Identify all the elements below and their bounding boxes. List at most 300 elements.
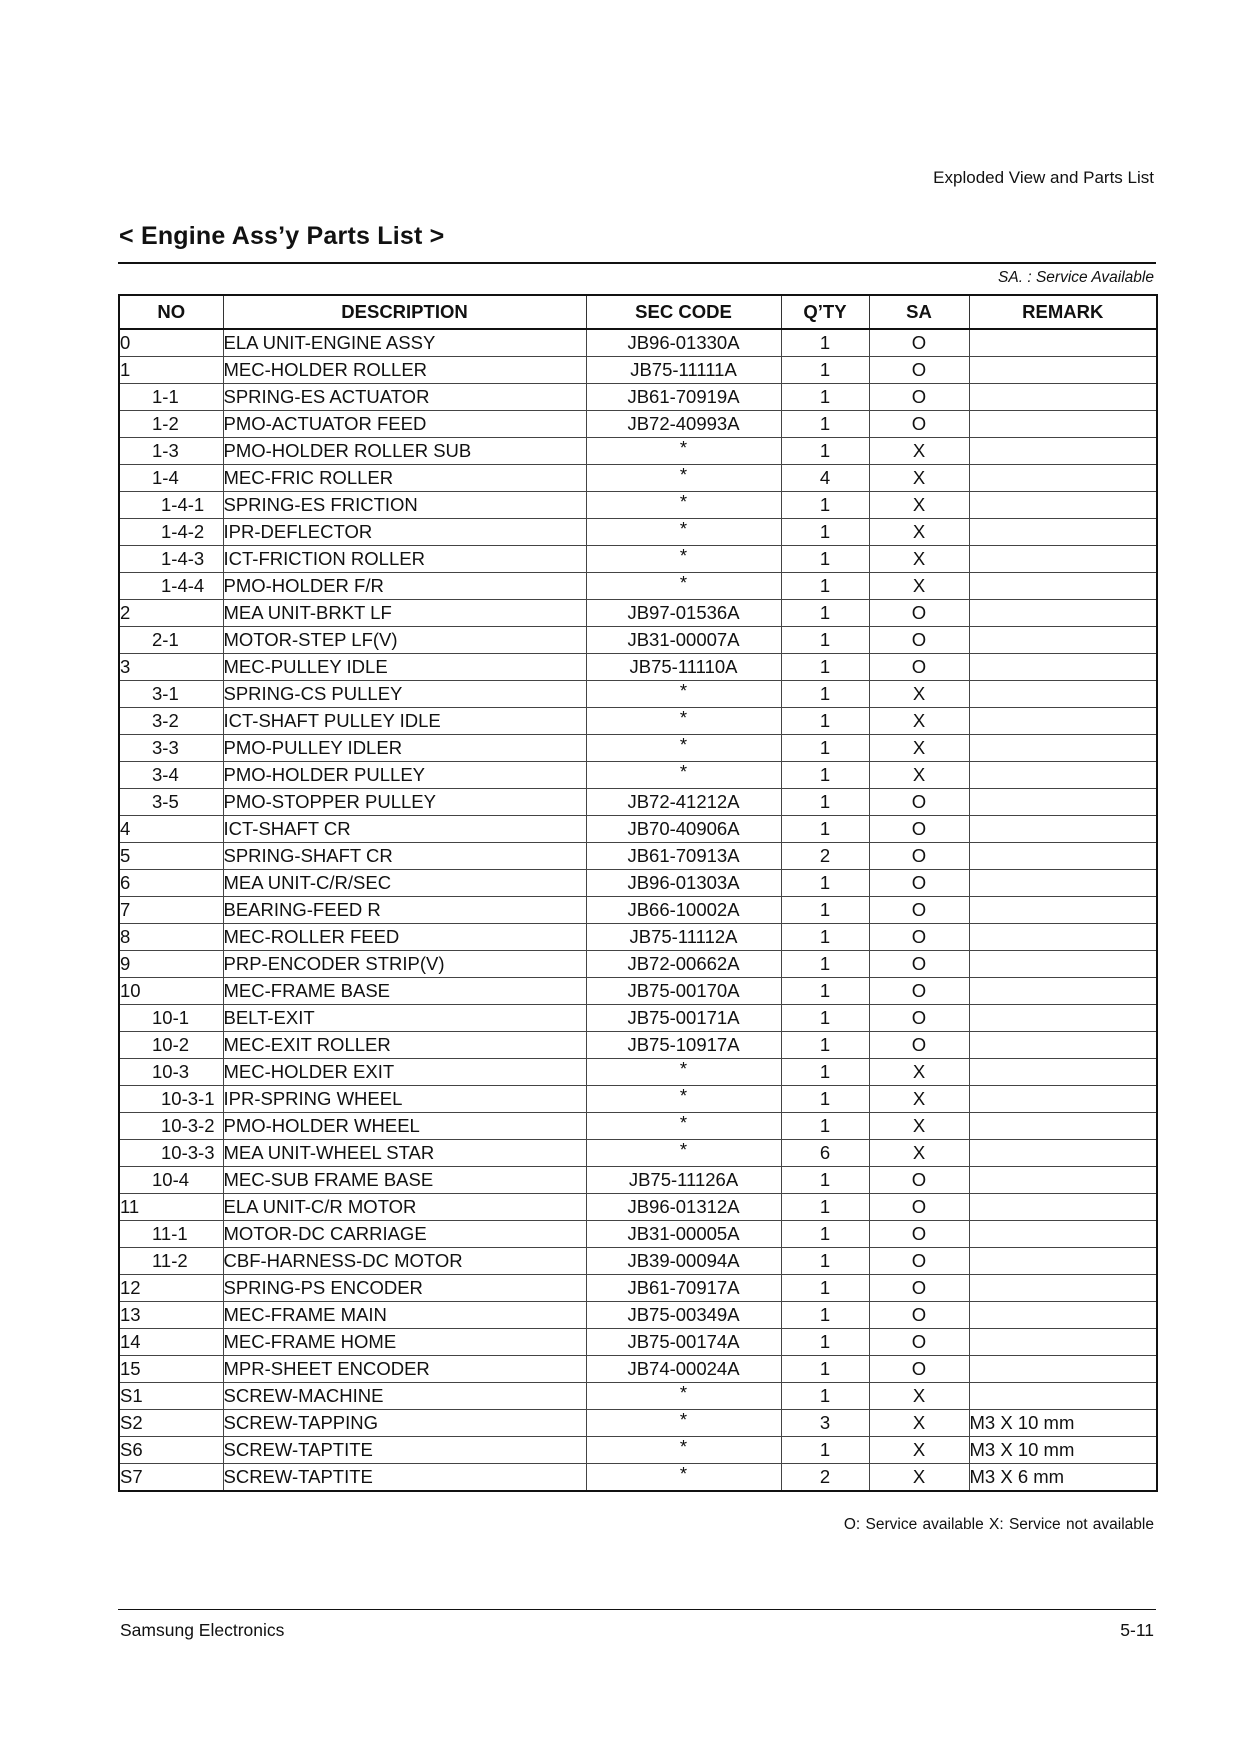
service-available-cell: X (869, 519, 969, 546)
running-header: Exploded View and Parts List (933, 168, 1154, 187)
sec-code-cell: JB72-41212A (586, 789, 781, 816)
table-row (119, 654, 1157, 681)
footer-page-number: 5-11 (1120, 1620, 1154, 1640)
part-number-cell: 1-4 (119, 465, 223, 492)
part-number-cell: 10 (119, 978, 223, 1005)
part-number-cell: 3 (119, 654, 223, 681)
sec-code-cell: JB97-01536A (586, 600, 781, 627)
remark-cell (969, 843, 1157, 870)
quantity-cell: 1 (781, 1194, 869, 1221)
quantity-cell: 1 (781, 681, 869, 708)
column-header-description: DESCRIPTION (223, 295, 586, 329)
service-available-cell: O (869, 1275, 969, 1302)
service-available-cell: O (869, 1356, 969, 1383)
remark-cell (969, 762, 1157, 789)
service-available-cell: O (869, 1329, 969, 1356)
table-row (119, 1140, 1157, 1167)
description-cell: SPRING-ES ACTUATOR (223, 384, 586, 411)
description-cell: MEC-EXIT ROLLER (223, 1032, 586, 1059)
table-row (119, 1032, 1157, 1059)
service-available-cell: O (869, 843, 969, 870)
part-number-cell: 6 (119, 870, 223, 897)
description-cell: MOTOR-DC CARRIAGE (223, 1221, 586, 1248)
service-available-cell: X (869, 573, 969, 600)
sec-code-cell: JB70-40906A (586, 816, 781, 843)
description-cell: ICT-FRICTION ROLLER (223, 546, 586, 573)
remark-cell (969, 546, 1157, 573)
sec-code-cell: * (586, 492, 781, 519)
table-row (119, 1221, 1157, 1248)
part-number-cell: 11-1 (119, 1221, 223, 1248)
sec-code-cell: * (586, 546, 781, 573)
remark-cell (969, 1167, 1157, 1194)
service-available-cell: O (869, 1302, 969, 1329)
table-row (119, 329, 1157, 357)
service-available-cell: X (869, 1383, 969, 1410)
sec-code-cell: * (586, 519, 781, 546)
table-row (119, 708, 1157, 735)
description-cell: MEC-FRAME MAIN (223, 1302, 586, 1329)
remark-cell (969, 1383, 1157, 1410)
quantity-cell: 1 (781, 519, 869, 546)
sec-code-cell: * (586, 762, 781, 789)
sec-code-cell: JB72-00662A (586, 951, 781, 978)
table-row (119, 1167, 1157, 1194)
parts-list-table (118, 294, 1158, 1492)
part-number-cell: 4 (119, 816, 223, 843)
table-row (119, 1302, 1157, 1329)
remark-cell (969, 411, 1157, 438)
service-available-cell: O (869, 1248, 969, 1275)
service-available-cell: X (869, 708, 969, 735)
table-row (119, 1410, 1157, 1437)
quantity-cell: 1 (781, 654, 869, 681)
remark-cell (969, 924, 1157, 951)
quantity-cell: 1 (781, 1086, 869, 1113)
service-available-cell: X (869, 465, 969, 492)
footer-company: Samsung Electronics (120, 1620, 285, 1640)
remark-cell: M3 X 10 mm (969, 1437, 1157, 1464)
remark-cell (969, 465, 1157, 492)
service-available-cell: X (869, 1113, 969, 1140)
parts-table-body (119, 329, 1157, 1491)
description-cell: ELA UNIT-C/R MOTOR (223, 1194, 586, 1221)
description-cell: MEC-HOLDER EXIT (223, 1059, 586, 1086)
quantity-cell: 1 (781, 573, 869, 600)
table-row (119, 573, 1157, 600)
part-number-cell: 10-2 (119, 1032, 223, 1059)
remark-cell (969, 1275, 1157, 1302)
part-number-cell: 10-3-3 (119, 1140, 223, 1167)
quantity-cell: 1 (781, 951, 869, 978)
column-header-sec-code: SEC CODE (586, 295, 781, 329)
table-row (119, 1086, 1157, 1113)
table-row (119, 519, 1157, 546)
service-available-cell: O (869, 411, 969, 438)
part-number-cell: S7 (119, 1464, 223, 1492)
table-row (119, 1194, 1157, 1221)
part-number-cell: 12 (119, 1275, 223, 1302)
sec-code-cell: JB75-11112A (586, 924, 781, 951)
part-number-cell: 3-2 (119, 708, 223, 735)
description-cell: PMO-ACTUATOR FEED (223, 411, 586, 438)
quantity-cell: 1 (781, 789, 869, 816)
quantity-cell: 1 (781, 1302, 869, 1329)
service-available-cell: O (869, 1005, 969, 1032)
description-cell: SPRING-SHAFT CR (223, 843, 586, 870)
quantity-cell: 1 (781, 1383, 869, 1410)
description-cell: SCREW-TAPTITE (223, 1464, 586, 1492)
part-number-cell: 10-3-1 (119, 1086, 223, 1113)
service-available-cell: O (869, 816, 969, 843)
part-number-cell: 5 (119, 843, 223, 870)
sec-code-cell: JB75-11110A (586, 654, 781, 681)
page-title: < Engine Ass’y Parts List > (119, 222, 445, 250)
sec-code-cell: JB31-00007A (586, 627, 781, 654)
remark-cell (969, 1059, 1157, 1086)
description-cell: SPRING-ES FRICTION (223, 492, 586, 519)
table-row (119, 1059, 1157, 1086)
description-cell: ICT-SHAFT PULLEY IDLE (223, 708, 586, 735)
description-cell: BELT-EXIT (223, 1005, 586, 1032)
description-cell: SCREW-TAPTITE (223, 1437, 586, 1464)
sec-code-cell: * (586, 1410, 781, 1437)
part-number-cell: 7 (119, 897, 223, 924)
service-available-cell: X (869, 681, 969, 708)
part-number-cell: 10-4 (119, 1167, 223, 1194)
service-available-cell: O (869, 654, 969, 681)
table-row (119, 1275, 1157, 1302)
sec-code-cell: JB75-11111A (586, 357, 781, 384)
remark-cell (969, 1140, 1157, 1167)
part-number-cell: 11 (119, 1194, 223, 1221)
quantity-cell: 1 (781, 1059, 869, 1086)
column-header-no: NO (119, 295, 223, 329)
quantity-cell: 1 (781, 411, 869, 438)
table-row (119, 357, 1157, 384)
quantity-cell: 1 (781, 627, 869, 654)
sec-code-cell: * (586, 1140, 781, 1167)
sec-code-cell: * (586, 1113, 781, 1140)
service-available-cell: O (869, 600, 969, 627)
description-cell: MEC-PULLEY IDLE (223, 654, 586, 681)
quantity-cell: 1 (781, 1356, 869, 1383)
service-available-cell: X (869, 735, 969, 762)
remark-cell (969, 1302, 1157, 1329)
part-number-cell: 3-1 (119, 681, 223, 708)
part-number-cell: 10-3 (119, 1059, 223, 1086)
sec-code-cell: JB61-70913A (586, 843, 781, 870)
service-available-cell: O (869, 870, 969, 897)
part-number-cell: 0 (119, 329, 223, 357)
description-cell: PMO-HOLDER F/R (223, 573, 586, 600)
part-number-cell: 13 (119, 1302, 223, 1329)
sec-code-cell: * (586, 681, 781, 708)
sec-code-cell: * (586, 735, 781, 762)
quantity-cell: 1 (781, 1167, 869, 1194)
quantity-cell: 4 (781, 465, 869, 492)
service-available-cell: O (869, 1167, 969, 1194)
part-number-cell: 1 (119, 357, 223, 384)
service-available-cell: X (869, 1059, 969, 1086)
remark-cell (969, 870, 1157, 897)
remark-cell (969, 708, 1157, 735)
sec-code-cell: JB96-01312A (586, 1194, 781, 1221)
service-available-cell: O (869, 789, 969, 816)
remark-cell (969, 600, 1157, 627)
quantity-cell: 1 (781, 924, 869, 951)
table-row (119, 843, 1157, 870)
table-row (119, 600, 1157, 627)
part-number-cell: 1-4-1 (119, 492, 223, 519)
column-header-sa: SA (869, 295, 969, 329)
quantity-cell: 1 (781, 1248, 869, 1275)
sec-code-cell: JB75-00170A (586, 978, 781, 1005)
sec-code-cell: JB75-00349A (586, 1302, 781, 1329)
quantity-cell: 1 (781, 1005, 869, 1032)
part-number-cell: S6 (119, 1437, 223, 1464)
remark-cell (969, 1005, 1157, 1032)
sec-code-cell: JB75-11126A (586, 1167, 781, 1194)
part-number-cell: 1-1 (119, 384, 223, 411)
sec-code-cell: JB74-00024A (586, 1356, 781, 1383)
description-cell: MEC-ROLLER FEED (223, 924, 586, 951)
remark-cell (969, 492, 1157, 519)
service-available-cell: X (869, 1140, 969, 1167)
part-number-cell: S1 (119, 1383, 223, 1410)
service-legend: O: Service available X: Service not available (843, 1516, 1154, 1533)
quantity-cell: 2 (781, 843, 869, 870)
table-row (119, 1005, 1157, 1032)
remark-cell (969, 789, 1157, 816)
column-header-remark: REMARK (969, 295, 1157, 329)
description-cell: PMO-HOLDER ROLLER SUB (223, 438, 586, 465)
service-available-cell: O (869, 1032, 969, 1059)
table-row (119, 1464, 1157, 1492)
remark-cell (969, 519, 1157, 546)
description-cell: CBF-HARNESS-DC MOTOR (223, 1248, 586, 1275)
sec-code-cell: JB66-10002A (586, 897, 781, 924)
table-row (119, 492, 1157, 519)
sec-code-cell: JB75-10917A (586, 1032, 781, 1059)
sec-code-cell: JB72-40993A (586, 411, 781, 438)
quantity-cell: 1 (781, 1275, 869, 1302)
footer-rule (118, 1609, 1156, 1610)
part-number-cell: 1-3 (119, 438, 223, 465)
description-cell: MEA UNIT-C/R/SEC (223, 870, 586, 897)
part-number-cell: 14 (119, 1329, 223, 1356)
part-number-cell: 11-2 (119, 1248, 223, 1275)
service-available-cell: O (869, 357, 969, 384)
remark-cell: M3 X 6 mm (969, 1464, 1157, 1492)
service-available-cell: O (869, 329, 969, 357)
sec-code-cell: * (586, 438, 781, 465)
remark-cell (969, 329, 1157, 357)
service-available-cell: O (869, 1194, 969, 1221)
quantity-cell: 1 (781, 492, 869, 519)
remark-cell (969, 1248, 1157, 1275)
remark-cell (969, 1221, 1157, 1248)
sec-code-cell: JB61-70917A (586, 1275, 781, 1302)
part-number-cell: 2-1 (119, 627, 223, 654)
description-cell: SCREW-MACHINE (223, 1383, 586, 1410)
table-row (119, 870, 1157, 897)
part-number-cell: 10-1 (119, 1005, 223, 1032)
quantity-cell: 1 (781, 329, 869, 357)
table-row (119, 1383, 1157, 1410)
quantity-cell: 1 (781, 1032, 869, 1059)
quantity-cell: 1 (781, 708, 869, 735)
title-rule (118, 262, 1156, 264)
remark-cell (969, 573, 1157, 600)
part-number-cell: 9 (119, 951, 223, 978)
column-header-qty: Q’TY (781, 295, 869, 329)
quantity-cell: 1 (781, 870, 869, 897)
quantity-cell: 1 (781, 1221, 869, 1248)
description-cell: BEARING-FEED R (223, 897, 586, 924)
remark-cell (969, 1329, 1157, 1356)
description-cell: ELA UNIT-ENGINE ASSY (223, 329, 586, 357)
quantity-cell: 1 (781, 816, 869, 843)
remark-cell (969, 897, 1157, 924)
remark-cell (969, 735, 1157, 762)
description-cell: MEC-HOLDER ROLLER (223, 357, 586, 384)
service-available-cell: O (869, 627, 969, 654)
table-row (119, 627, 1157, 654)
service-available-cell: X (869, 1437, 969, 1464)
quantity-cell: 1 (781, 546, 869, 573)
description-cell: MOTOR-STEP LF(V) (223, 627, 586, 654)
remark-cell (969, 357, 1157, 384)
part-number-cell: 2 (119, 600, 223, 627)
description-cell: SPRING-CS PULLEY (223, 681, 586, 708)
description-cell: IPR-DEFLECTOR (223, 519, 586, 546)
service-available-cell: O (869, 897, 969, 924)
remark-cell (969, 978, 1157, 1005)
table-row (119, 924, 1157, 951)
remark-cell (969, 1356, 1157, 1383)
service-available-cell: X (869, 762, 969, 789)
description-cell: SPRING-PS ENCODER (223, 1275, 586, 1302)
quantity-cell: 1 (781, 1113, 869, 1140)
description-cell: MEC-FRIC ROLLER (223, 465, 586, 492)
description-cell: MEC-FRAME HOME (223, 1329, 586, 1356)
table-row (119, 465, 1157, 492)
description-cell: MEA UNIT-BRKT LF (223, 600, 586, 627)
sec-code-cell: * (586, 1059, 781, 1086)
quantity-cell: 1 (781, 735, 869, 762)
description-cell: IPR-SPRING WHEEL (223, 1086, 586, 1113)
quantity-cell: 3 (781, 1410, 869, 1437)
table-row (119, 735, 1157, 762)
description-cell: SCREW-TAPPING (223, 1410, 586, 1437)
remark-cell (969, 1113, 1157, 1140)
sec-code-cell: * (586, 465, 781, 492)
quantity-cell: 6 (781, 1140, 869, 1167)
part-number-cell: 3-5 (119, 789, 223, 816)
description-cell: PMO-PULLEY IDLER (223, 735, 586, 762)
table-header-row (119, 295, 1157, 329)
sec-code-cell: * (586, 1464, 781, 1492)
quantity-cell: 1 (781, 384, 869, 411)
remark-cell (969, 654, 1157, 681)
service-available-cell: X (869, 438, 969, 465)
table-row (119, 1329, 1157, 1356)
remark-cell (969, 384, 1157, 411)
description-cell: ICT-SHAFT CR (223, 816, 586, 843)
table-row (119, 384, 1157, 411)
part-number-cell: 15 (119, 1356, 223, 1383)
remark-cell (969, 681, 1157, 708)
table-row (119, 897, 1157, 924)
quantity-cell: 1 (781, 600, 869, 627)
table-row (119, 762, 1157, 789)
table-row (119, 789, 1157, 816)
table-row (119, 816, 1157, 843)
service-available-cell: X (869, 546, 969, 573)
service-available-cell: O (869, 978, 969, 1005)
description-cell: PMO-STOPPER PULLEY (223, 789, 586, 816)
service-available-cell: X (869, 1464, 969, 1492)
table-row (119, 1437, 1157, 1464)
service-available-cell: X (869, 1086, 969, 1113)
part-number-cell: 3-4 (119, 762, 223, 789)
sec-code-cell: JB96-01303A (586, 870, 781, 897)
remark-cell (969, 1086, 1157, 1113)
description-cell: MEC-SUB FRAME BASE (223, 1167, 586, 1194)
service-available-cell: X (869, 1410, 969, 1437)
service-available-cell: X (869, 492, 969, 519)
remark-cell (969, 816, 1157, 843)
service-available-cell: O (869, 384, 969, 411)
service-available-note: SA. : Service Available (998, 269, 1154, 286)
part-number-cell: 10-3-2 (119, 1113, 223, 1140)
quantity-cell: 1 (781, 762, 869, 789)
sec-code-cell: * (586, 573, 781, 600)
part-number-cell: 1-4-2 (119, 519, 223, 546)
sec-code-cell: * (586, 708, 781, 735)
remark-cell (969, 951, 1157, 978)
quantity-cell: 1 (781, 978, 869, 1005)
sec-code-cell: JB75-00171A (586, 1005, 781, 1032)
service-available-cell: O (869, 1221, 969, 1248)
description-cell: PMO-HOLDER WHEEL (223, 1113, 586, 1140)
table-row (119, 1356, 1157, 1383)
part-number-cell: 8 (119, 924, 223, 951)
remark-cell (969, 1194, 1157, 1221)
table-row (119, 411, 1157, 438)
quantity-cell: 1 (781, 1437, 869, 1464)
table-row (119, 438, 1157, 465)
quantity-cell: 2 (781, 1464, 869, 1492)
sec-code-cell: JB96-01330A (586, 329, 781, 357)
table-row (119, 681, 1157, 708)
part-number-cell: S2 (119, 1410, 223, 1437)
description-cell: MEA UNIT-WHEEL STAR (223, 1140, 586, 1167)
sec-code-cell: JB61-70919A (586, 384, 781, 411)
sec-code-cell: * (586, 1383, 781, 1410)
description-cell: MPR-SHEET ENCODER (223, 1356, 586, 1383)
remark-cell: M3 X 10 mm (969, 1410, 1157, 1437)
description-cell: PRP-ENCODER STRIP(V) (223, 951, 586, 978)
service-available-cell: O (869, 951, 969, 978)
part-number-cell: 1-2 (119, 411, 223, 438)
description-cell: MEC-FRAME BASE (223, 978, 586, 1005)
table-row (119, 978, 1157, 1005)
remark-cell (969, 438, 1157, 465)
sec-code-cell: JB75-00174A (586, 1329, 781, 1356)
part-number-cell: 1-4-3 (119, 546, 223, 573)
